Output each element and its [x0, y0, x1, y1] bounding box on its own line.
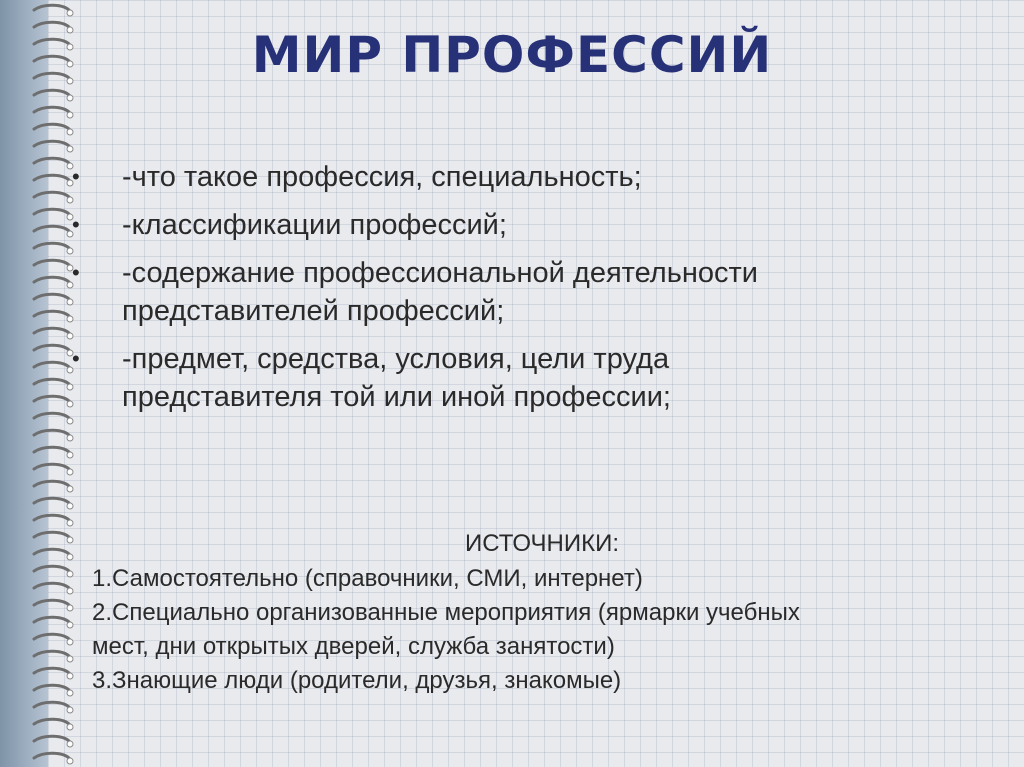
binding-hole: [67, 571, 73, 577]
spiral-coil: [34, 294, 70, 300]
spiral-coil: [34, 396, 70, 402]
spiral-coil: [34, 685, 70, 691]
spiral-coil: [34, 617, 70, 623]
spiral-coil: [34, 226, 70, 232]
binding-hole: [67, 588, 73, 594]
spiral-coil: [34, 260, 70, 266]
binding-hole: [67, 129, 73, 135]
spiral-coil: [34, 192, 70, 198]
spiral-coil: [34, 464, 70, 470]
spiral-coil: [34, 634, 70, 640]
spiral-coil: [34, 583, 70, 589]
binding-hole: [67, 673, 73, 679]
spiral-coil: [34, 5, 70, 11]
spiral-coil: [34, 158, 70, 164]
topics-list: [70, 158, 970, 426]
topic-line: представителя той или иной профессии;: [122, 381, 671, 413]
spiral-coil: [34, 328, 70, 334]
topic-line: -предмет, средства, условия, цели труда: [122, 343, 670, 375]
spiral-coil: [34, 549, 70, 555]
binding-hole: [67, 758, 73, 764]
binding-hole: [67, 690, 73, 696]
spiral-coil: [34, 481, 70, 487]
spiral-coil: [34, 753, 70, 759]
binding-hole: [67, 112, 73, 118]
spiral-coil: [34, 379, 70, 385]
spiral-coil: [34, 719, 70, 725]
sources-section: [92, 528, 972, 698]
binding-hole: [67, 537, 73, 543]
bullet: •: [72, 212, 80, 237]
spiral-coil: [34, 430, 70, 436]
binding-hole: [67, 656, 73, 662]
binding-hole: [67, 503, 73, 509]
source-line: 1.Самостоятельно (справочники, СМИ, интернет): [92, 565, 643, 592]
source-line: 3.Знающие люди (родители, друзья, знакомые): [92, 667, 622, 694]
spiral-coil: [34, 498, 70, 504]
binding-hole: [67, 10, 73, 16]
binding-hole: [67, 146, 73, 152]
spiral-coil: [34, 566, 70, 572]
bullet: •: [72, 164, 80, 189]
source-line: мест, дни открытых дверей, служба занятости): [92, 633, 615, 660]
binding-hole: [67, 724, 73, 730]
spiral-coil: [34, 447, 70, 453]
sources-heading: ИСТОЧНИКИ:: [465, 530, 619, 557]
list-item: [70, 254, 970, 330]
list-item: [70, 158, 970, 196]
spiral-coil: [34, 736, 70, 742]
spiral-coil: [34, 277, 70, 283]
spiral-coil: [34, 651, 70, 657]
topic-line: -что такое профессия, специальность;: [122, 161, 642, 193]
binding-hole: [67, 622, 73, 628]
spiral-coil: [34, 600, 70, 606]
binding-hole: [67, 435, 73, 441]
spiral-coil: [34, 90, 70, 96]
topic-line: -классификации профессий;: [122, 209, 507, 241]
spiral-coil: [34, 668, 70, 674]
binding-hole: [67, 707, 73, 713]
binding-hole: [67, 95, 73, 101]
topic-line: -содержание профессиональной деятельности: [122, 257, 758, 289]
spiral-coil: [34, 107, 70, 113]
spiral-coil: [34, 362, 70, 368]
list-item: [70, 206, 970, 244]
source-line: 2.Специально организованные мероприятия (ярмарки учебных: [92, 599, 800, 626]
topic-line: представителей профессий;: [122, 295, 505, 327]
binding-hole: [67, 639, 73, 645]
binding-hole: [67, 452, 73, 458]
binding-hole: [67, 554, 73, 560]
binding-hole: [67, 605, 73, 611]
list-item: [70, 340, 970, 416]
spiral-coil: [34, 209, 70, 215]
bullet: •: [72, 346, 80, 371]
spiral-coil: [34, 311, 70, 317]
page-title: МИР ПРОФЕССИЙ: [251, 26, 773, 84]
spiral-coil: [34, 243, 70, 249]
binding-hole: [67, 469, 73, 475]
spiral-coil: [34, 702, 70, 708]
spiral-coil: [34, 345, 70, 351]
binding-hole: [67, 520, 73, 526]
binding-hole: [67, 486, 73, 492]
spiral-coil: [34, 175, 70, 181]
spiral-coil: [34, 413, 70, 419]
spiral-coil: [34, 124, 70, 130]
binding-hole: [67, 741, 73, 747]
bullet: •: [72, 260, 80, 285]
spiral-coil: [34, 515, 70, 521]
spiral-coil: [34, 141, 70, 147]
spiral-coil: [34, 532, 70, 538]
